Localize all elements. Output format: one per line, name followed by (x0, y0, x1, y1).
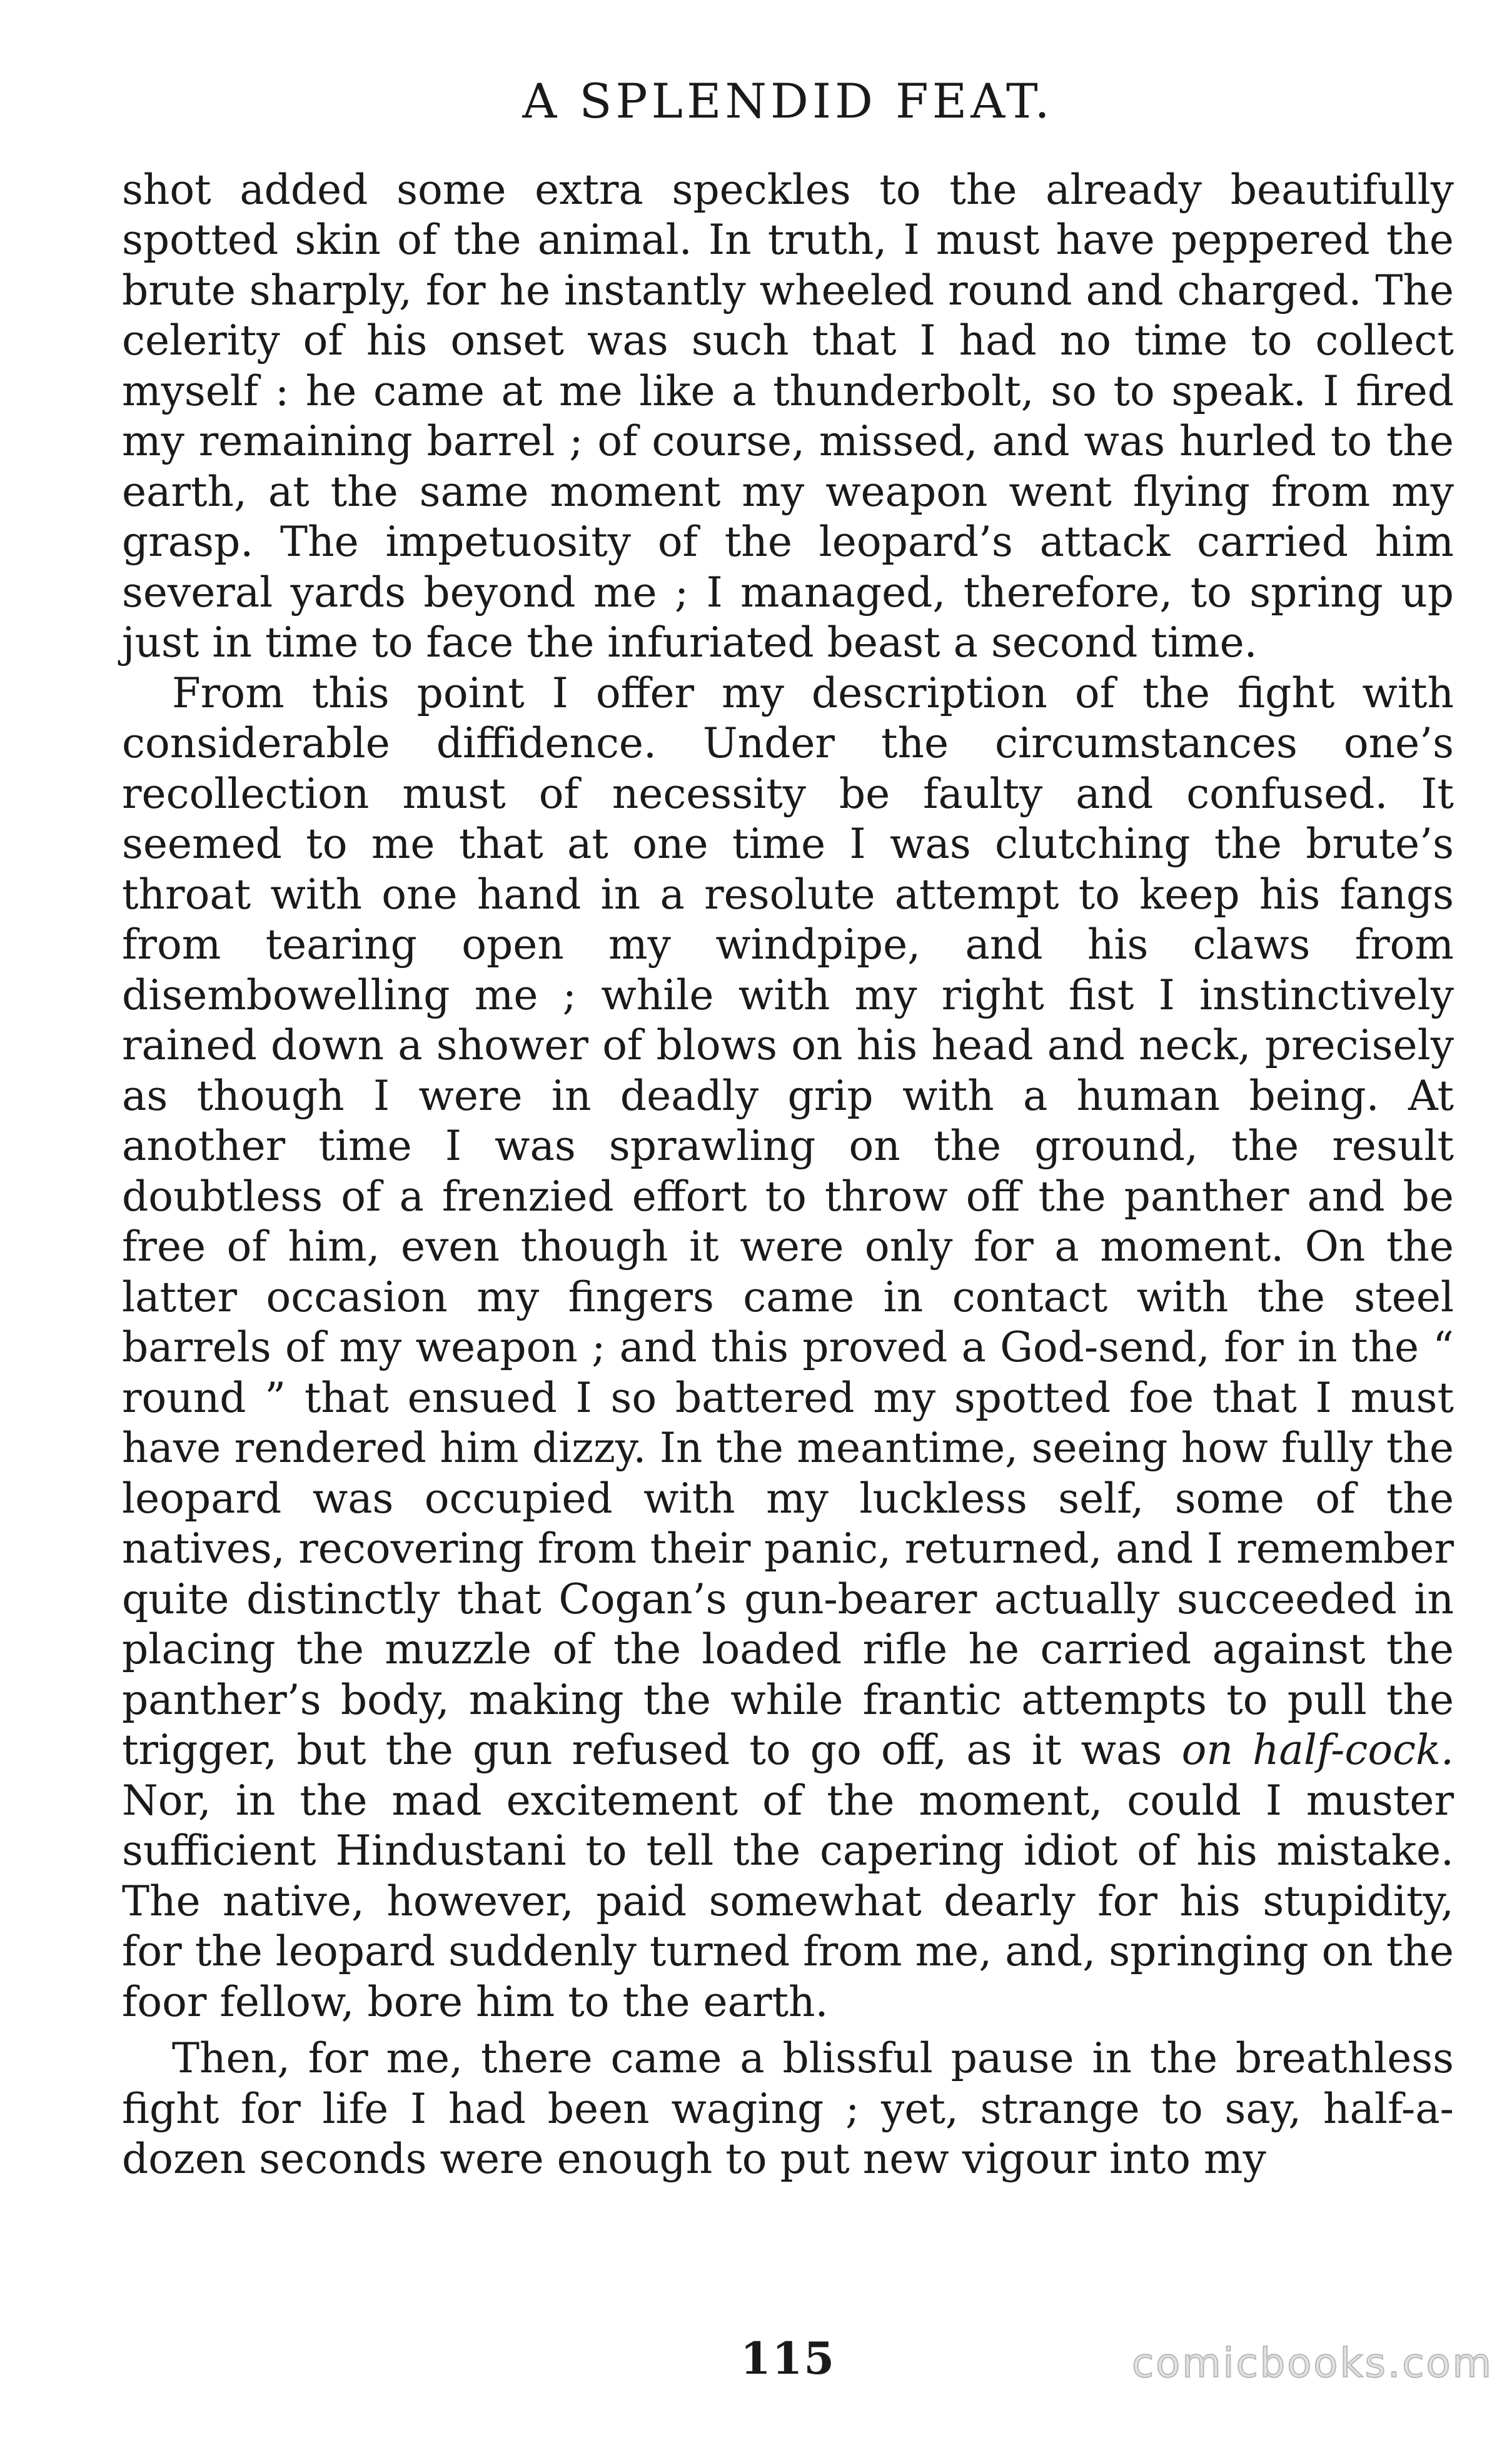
book-page (122, 75, 1454, 2389)
paragraph-1: shot added some extra speckles to the already beautifully spotted skin of the animal. In truth, I must have peppered the brute sharply, for he instantly wheeled round and charged. The celerity of his onset was such that I had no time to collect myself : he came at me like a thunderbolt, so to speak. I fired my remaining barrel ; of course, missed, and was hurled to the earth, at the same moment my weapon went flying from my grasp. The impetuosity of the leopard’s attack carried him several yards beyond me ; I managed, therefore, to spring up just in time to face the infuriated beast a second time. (122, 165, 1454, 667)
paragraph-2-italic: on half-cock. (1181, 1726, 1454, 1775)
paragraph-2-tail: Nor, in the mad excitement of the moment, could I muster sufficient Hindustani to tell the capering idiot of his mistake. The native, however, paid somewhat dearly for his stupidity, for the leopard suddenly turned from me, and, springing on the foor fellow, bore him to the earth. (122, 1776, 1454, 2026)
paragraph-3: Then, for me, there came a blissful pause in the breathless fight for life I had been waging ; yet, strange to say, half-a-dozen seconds were enough to put new vigour into my (122, 2034, 1454, 2184)
body-text (122, 165, 1454, 2185)
page-number: 115 (740, 2332, 836, 2384)
paragraph-2-text: From this point I offer my description of the fight with considerable diffidence. Under the circumstances one’s recollection must of necessity be faulty and confused. It seemed to me that at one time I was clutching the brute’s throat with one hand in a resolute attempt to keep his fangs from tearing open my windpipe, and his claws from disembowelling me ; while with my right fist I instinctively rained down a shower of blows on his head and neck, precisely as though I were in deadly grip with a human being. At another time I was sprawling on the ground, the result doubtless of a frenzied effort to throw off the panther and be free of him, even though it were only for a moment. On the latter occasion my fingers came in contact with the steel barrels of my weapon ; and this proved a God-send, for in the “ round ” that ensued I so battered my spotted foe that I must have rendered him dizzy. In the meantime, seeing how fully the leopard was occupied with my luckless self, some of the natives, recovering from their panic, returned, and I remember quite distinctly that Cogan’s gun-bearer actually succeeded in placing the muzzle of the loaded rifle he carried against the panther’s body, making the while frantic attempts to pull the trigger, but the gun refused to go off, as it was (122, 668, 1454, 1775)
paragraph-2 (122, 668, 1454, 2028)
running-head: A SPLENDID FEAT. (522, 73, 1054, 129)
watermark-logo: comicbooks.com (1131, 2341, 1493, 2387)
